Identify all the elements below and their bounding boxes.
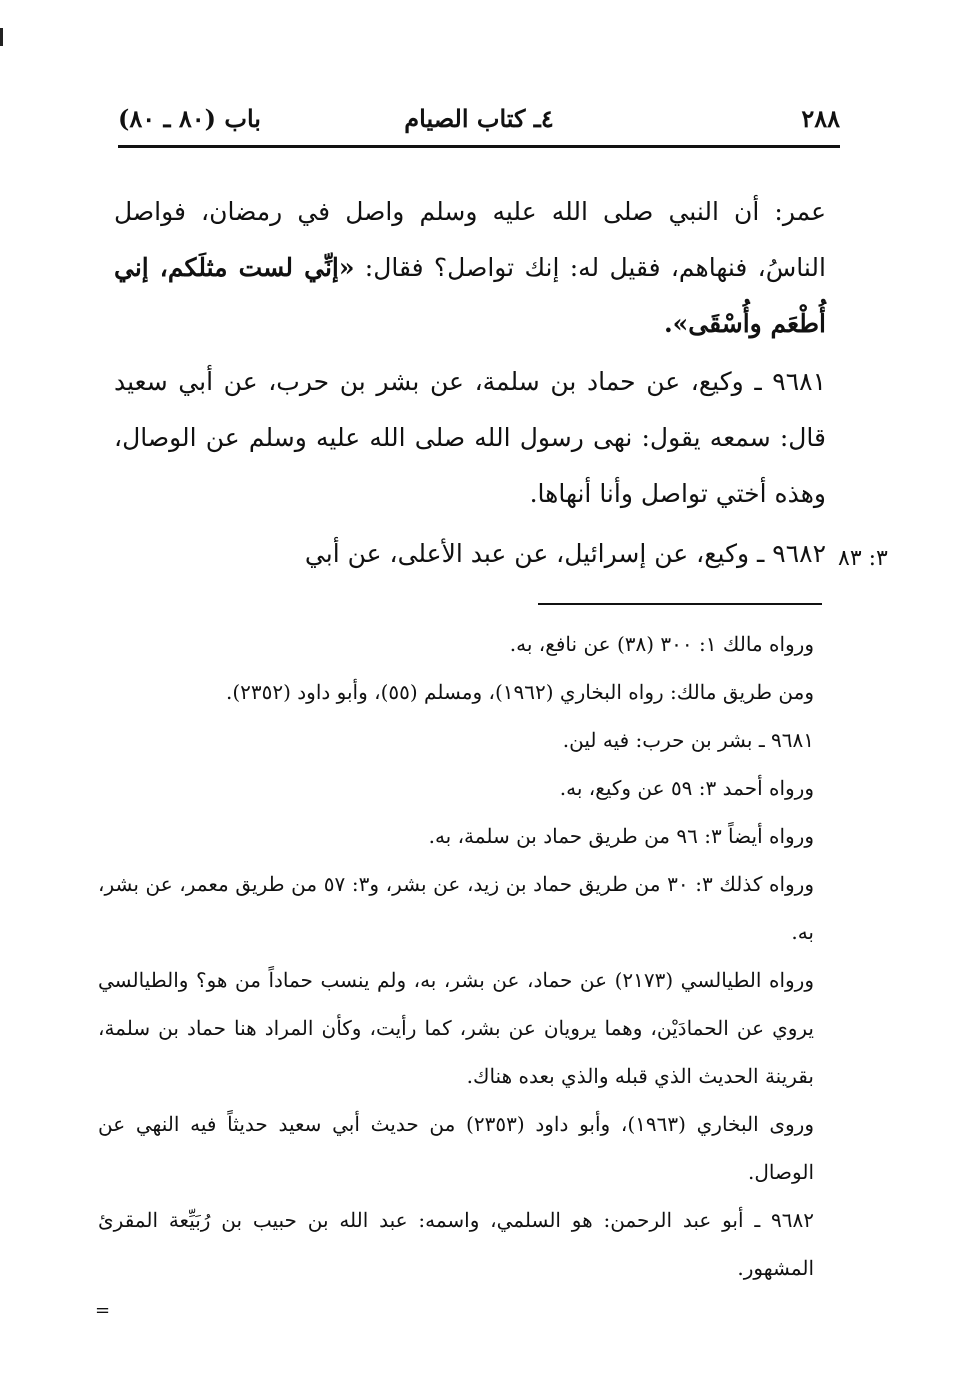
footnote-line: ورواه مالك ١: ٣٠٠ (٣٨) عن نافع، به. [509, 632, 814, 656]
scan-edge-mark [0, 28, 3, 46]
footnote-line: ورواه أيضاً ٣: ٩٦ من طريق حماد بن سلمة، به. [428, 824, 814, 848]
footnote-rule [538, 603, 822, 605]
side-reference: ٣: ٨٣ [838, 546, 888, 571]
footnote-line: ومن طريق مالك: رواه البخاري (١٩٦٢)، ومسلم (٥٥)، وأبو داود (٢٣٥٢). [225, 680, 814, 704]
footnote-line: ٩٦٨٢ ـ أبو عبد الرحمن: هو السلمي، واسمه: عبد الله بن حبيب بن رُبَيِّعة المقرئ المشهور. [98, 1208, 814, 1280]
hadith-9681: ٩٦٨١ ـ وكيع، عن حماد بن سلمة، عن بشر بن حرب، عن أبي سعيد قال: سمعه يقول: نهى رسول الله صلى الله عليه وسلم عن الوصال، وهذه أختي تواصل وأنا أنهاها. [114, 367, 826, 508]
hadith-quote: «إنِّي لست مثلَكم، إني أُطْعَم وأُسْقَى». [114, 253, 826, 338]
footnote-line: ٩٦٨١ ـ بشر بن حرب: فيه لين. [562, 728, 814, 752]
header-rule [118, 145, 840, 148]
footnote-line: ورواه أحمد ٣: ٥٩ عن وكيع، به. [559, 776, 814, 800]
main-paragraph-2 [114, 354, 826, 522]
chapter-title: باب (٨٠ ـ ٨٠) [118, 104, 261, 133]
footnote-line: وروى البخاري (١٩٦٣)، وأبو داود (٢٣٥٣) من حديث أبي سعيد حديثاً فيه النهي عن الوصال. [98, 1112, 814, 1184]
footnote-line: ورواه كذلك ٣: ٣٠ من طريق حماد بن زيد، عن بشر، و٣: ٥٧ من طريق معمر، عن بشر، به. [98, 872, 814, 944]
main-paragraph-1 [114, 184, 826, 352]
footnotes [98, 620, 814, 1292]
footnote-line: ورواه الطيالسي (٢١٧٣) عن حماد، عن بشر، به، ولم ينسب حماداً من هو؟ والطيالسي يروي عن الحمادَيْن، وهما يرويان عن بشر، كما رأيت، وكأن المراد هنا حماد بن سلمة، بقرينة الحديث الذي قبله والذي بعده هناك. [98, 968, 814, 1088]
main-paragraph-3 [114, 526, 826, 582]
hadith-9682: ٩٦٨٢ ـ وكيع، عن إسرائيل، عن عبد الأعلى، عن أبي [304, 539, 826, 568]
book-title: ٤ـ كتاب الصيام [404, 104, 554, 133]
paragraph-text [114, 184, 826, 352]
continuation-mark: = [95, 1300, 111, 1321]
page-header [118, 104, 840, 144]
paragraph-body: عمر: أن النبي صلى الله عليه وسلم واصل في رمضان، فواصل الناسُ، فنهاهم، فقيل له: إنك تواصل؟ فقال: [114, 197, 826, 282]
page-number: ٢٨٨ [801, 104, 840, 133]
